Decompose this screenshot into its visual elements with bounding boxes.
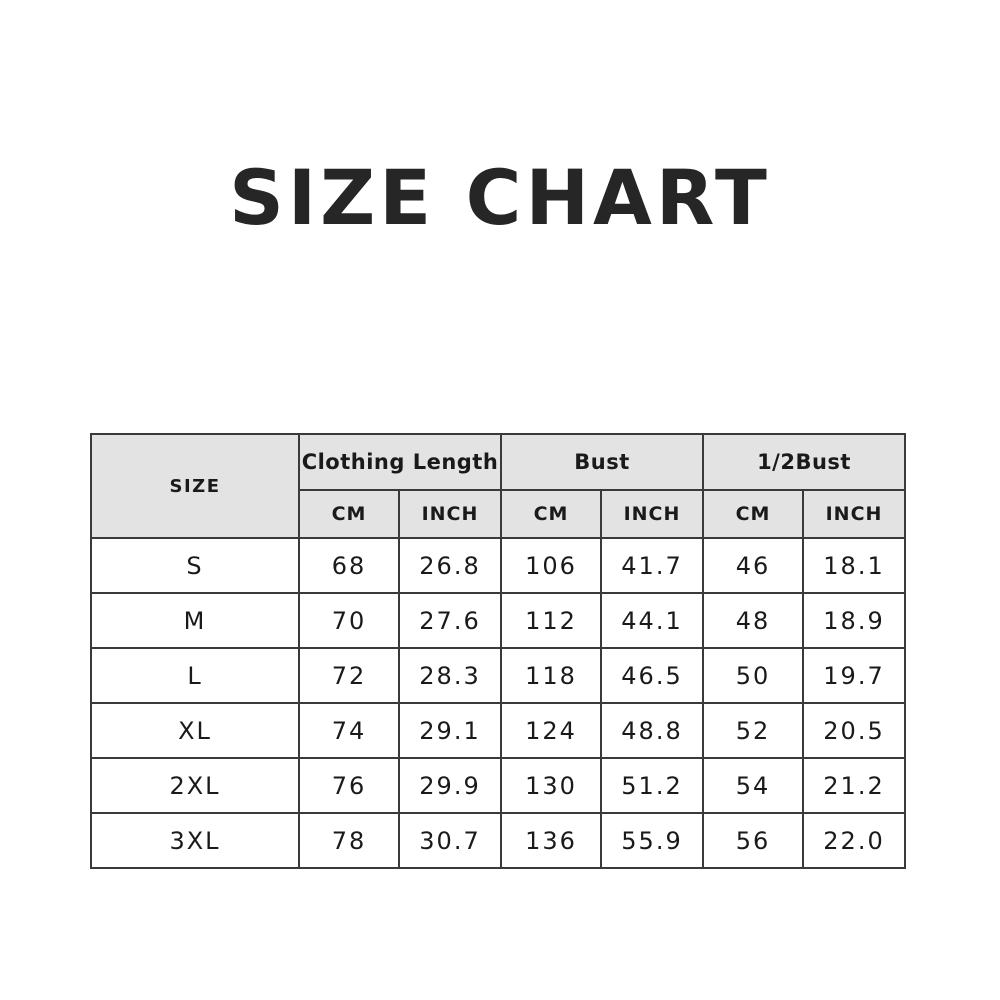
header-clothing-length: Clothing Length bbox=[299, 434, 501, 490]
cell-length-inch: 30.7 bbox=[399, 813, 501, 868]
cell-halfbust-inch: 18.9 bbox=[803, 593, 905, 648]
header-half-bust-cm: CM bbox=[703, 490, 803, 538]
header-bust-inch: INCH bbox=[601, 490, 703, 538]
cell-length-cm: 76 bbox=[299, 758, 399, 813]
header-bust-cm: CM bbox=[501, 490, 601, 538]
cell-halfbust-inch: 22.0 bbox=[803, 813, 905, 868]
cell-size: XL bbox=[91, 703, 299, 758]
cell-size: L bbox=[91, 648, 299, 703]
table-body bbox=[91, 538, 905, 868]
page-title: SIZE CHART bbox=[229, 153, 771, 242]
table-header bbox=[91, 434, 905, 538]
cell-bust-cm: 112 bbox=[501, 593, 601, 648]
cell-bust-inch: 51.2 bbox=[601, 758, 703, 813]
cell-bust-cm: 106 bbox=[501, 538, 601, 593]
cell-length-inch: 29.9 bbox=[399, 758, 501, 813]
cell-bust-inch: 55.9 bbox=[601, 813, 703, 868]
cell-halfbust-cm: 56 bbox=[703, 813, 803, 868]
cell-halfbust-cm: 48 bbox=[703, 593, 803, 648]
table-row bbox=[91, 538, 905, 593]
cell-size: 2XL bbox=[91, 758, 299, 813]
cell-size: S bbox=[91, 538, 299, 593]
cell-bust-inch: 44.1 bbox=[601, 593, 703, 648]
table-row bbox=[91, 758, 905, 813]
cell-halfbust-cm: 52 bbox=[703, 703, 803, 758]
cell-size: 3XL bbox=[91, 813, 299, 868]
cell-length-cm: 72 bbox=[299, 648, 399, 703]
cell-length-inch: 29.1 bbox=[399, 703, 501, 758]
cell-length-cm: 70 bbox=[299, 593, 399, 648]
cell-bust-cm: 130 bbox=[501, 758, 601, 813]
size-chart-container bbox=[90, 433, 900, 869]
header-group-row bbox=[91, 434, 905, 490]
cell-bust-cm: 118 bbox=[501, 648, 601, 703]
table-row bbox=[91, 703, 905, 758]
header-half-bust-inch: INCH bbox=[803, 490, 905, 538]
cell-length-cm: 78 bbox=[299, 813, 399, 868]
cell-halfbust-inch: 21.2 bbox=[803, 758, 905, 813]
cell-halfbust-cm: 54 bbox=[703, 758, 803, 813]
table-row bbox=[91, 593, 905, 648]
cell-halfbust-cm: 46 bbox=[703, 538, 803, 593]
header-half-bust: 1/2Bust bbox=[703, 434, 905, 490]
cell-bust-inch: 41.7 bbox=[601, 538, 703, 593]
cell-length-cm: 68 bbox=[299, 538, 399, 593]
cell-bust-cm: 136 bbox=[501, 813, 601, 868]
cell-bust-inch: 48.8 bbox=[601, 703, 703, 758]
cell-length-inch: 27.6 bbox=[399, 593, 501, 648]
cell-bust-cm: 124 bbox=[501, 703, 601, 758]
cell-halfbust-cm: 50 bbox=[703, 648, 803, 703]
cell-length-inch: 28.3 bbox=[399, 648, 501, 703]
cell-halfbust-inch: 18.1 bbox=[803, 538, 905, 593]
cell-size: M bbox=[91, 593, 299, 648]
table-row bbox=[91, 648, 905, 703]
cell-halfbust-inch: 20.5 bbox=[803, 703, 905, 758]
cell-length-cm: 74 bbox=[299, 703, 399, 758]
header-size: SIZE bbox=[91, 434, 299, 538]
cell-halfbust-inch: 19.7 bbox=[803, 648, 905, 703]
size-chart-table bbox=[90, 433, 906, 869]
cell-bust-inch: 46.5 bbox=[601, 648, 703, 703]
header-clothing-length-inch: INCH bbox=[399, 490, 501, 538]
header-clothing-length-cm: CM bbox=[299, 490, 399, 538]
header-bust: Bust bbox=[501, 434, 703, 490]
table-row bbox=[91, 813, 905, 868]
cell-length-inch: 26.8 bbox=[399, 538, 501, 593]
